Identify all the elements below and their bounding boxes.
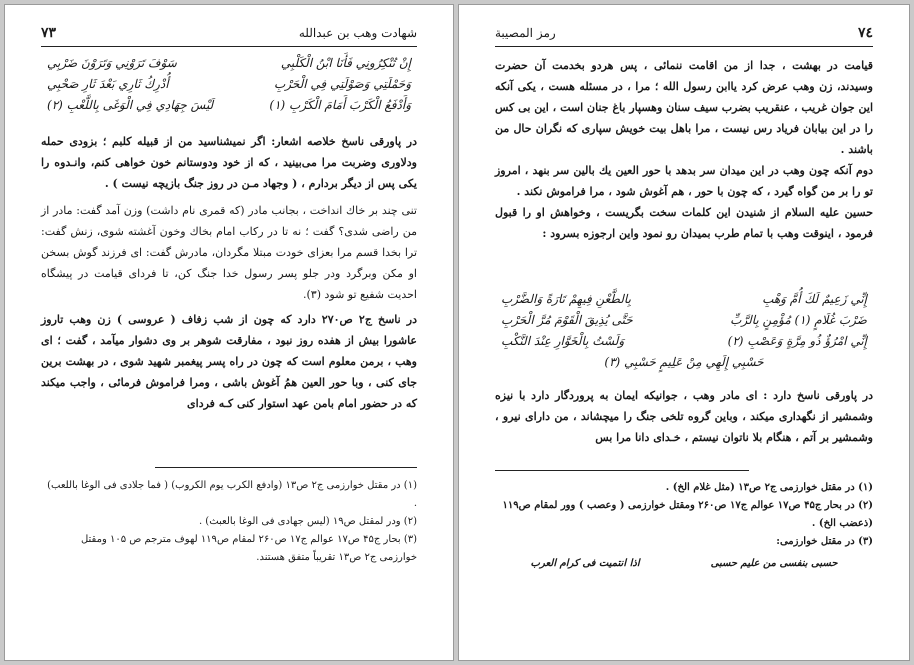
footnote-rule: [155, 467, 417, 468]
verse-hemistich: إِنْ تُنْكِرُونِي فَأَنَا ابْنُ الْكَلْبِي: [280, 56, 411, 70]
footnote: (۱) در مقتل خوارزمی ج۲ ص۱۳ (مثل غلام الخ) .: [665, 482, 873, 493]
verse-line: [41, 97, 417, 114]
verse-hemistich: ضَرْبَ غُلَامٍ (۱) مُؤْمِنٍ بِالرَّبِّ: [730, 313, 867, 327]
paragraph: تنی چند بر خاك انداخت ، بجانب مادر (که قمری نام داشت) وزن آمد گفت: مادر از من راضی شدی؟ گفت ؛ نه تا در رکاب امام بخاك وخون آغشته شوی، زنش گفت: ترا بخدا قسم مرا بعزای خودت مبتلا مگردان، مادرش گفت: ای فرزند گوش بسخن او مکن وبرگرد ودر جلو پسر رسول خدا جنگ کن، تا فردای قیامت در پیشگاه احدیت شفیع تو شود (۳).: [41, 204, 417, 301]
page-header: [495, 23, 873, 43]
footnote-rule: [495, 470, 749, 471]
running-head: شهادت وهب بن عبدالله: [298, 26, 417, 40]
footnote: (۳) بحار ج۴۵ ص۱۷ عوالم ج۱۷ ص۲۶۰ لمقام ص۱۱۹ لهوف مترجم ص ۱۰۵ ومقتل خوارزمی ج۲ ص۱۳ تقریباً متفق هستند.: [80, 534, 417, 563]
footnote-verse: [495, 555, 873, 573]
verse-hemistich: لَيْسَ جِهَادِي فِي الْوَغَى بِاللَّعْبِ (۲): [47, 98, 214, 112]
paragraph: قیامت در بهشت ، جدا از من اقامت ننمائی ، پس هردو بخدمت آن حضرت وسیدند، زن وهب عرض کرد یاابن رسول الله ؛ مرا ، در مسئله هست ، یکی آنکه این جوان غریب ، عنقریب بضرب سیف سنان وهسپار باغ جنان است ، این بی کس را در این بیابان فریاد رس نیست ، مرا باهل بیت خویش سپاری که نگران حال من باشند .: [495, 59, 873, 156]
verse-hemistich: اذا انتمیت فی کرام العرب: [530, 558, 640, 569]
verse-hemistich: وَلَسْتُ بِالْخَوَّارِ عِنْدَ النَّكْبِ: [501, 334, 625, 348]
verse-hemistich: حسبی بنفسی من علیم حسبی: [710, 558, 838, 569]
verse-hemistich: أُدْرِكُ ثَارِي بَعْدَ ثَارِ صَحْبِي: [47, 77, 169, 91]
header-rule: [41, 46, 417, 47]
verse-hemistich: إِنِّي امْرُؤٌ ذُو مِرَّةٍ وَعَصْبِ (۲): [727, 334, 867, 348]
body-text: [495, 55, 873, 244]
verse-hemistich: وَأَدْفَعُ الْكَرْبَ أَمَامَ الْكَرْبِ (۱): [269, 98, 411, 112]
footnote: (۱) در مقتل خوارزمی ج۲ ص۱۳ (وادفع الکرب یوم الکروب) ( فما جلادی فی الوغا باللعب) .: [47, 480, 417, 509]
verse-line: [495, 291, 873, 308]
left-page: [4, 4, 454, 661]
page-number: ۷۳: [41, 25, 57, 41]
verse-hemistich: بِالطَّعْنِ فِيهِمْ تَارَةً وَالضَّرْبِ: [501, 292, 631, 306]
paragraph: در پاورقی ناسخ دارد : ای مادر وهب ، جوانیکه ایمان به پروردگار دارد با نیزه وشمشیر از نگهداری میکند ، وباین گروه تلخی جنگ را میچشاند ، من دارای نیرو ، وشمشیر بر آتم ، هنگام بلا ناتوان نیستم ، خـدای دانا مرا بس: [495, 389, 873, 444]
page-header: [41, 23, 417, 43]
verse-hemistich: سَوْفَ تَرَوْنِي وَتَرَوْنَ ضَرْبِي: [47, 56, 177, 70]
verse-line: [495, 354, 873, 371]
body-text: [41, 131, 417, 414]
verse-hemistich: إِنِّي زَعِيمٌ لَكَ أُمَّ وَهْبِ: [762, 292, 867, 306]
paragraph: در پاورقی ناسخ خلاصه اشعار: اگر نمیشناسید من از قبیله کلبم ؛ بزودی حمله ودلاوری وضربت مرا می‌بینید ، که از خود ودوستانم خون خواهی کنم، وانـدوه را یکی پس از دیگر بردارم ، ( وجهاد مـن در روز جنگ بازیچه نیست ) .: [41, 135, 417, 190]
footnote: (۲) در بحار ج۴۵ ص۱۷ عوالم ج۱۷ ص۲۶۰ ومقتل خوارزمی ( وعصب ) وور لمقام ص۱۱۹ (ذعضب الخ) .: [502, 500, 873, 529]
verse-hemistich: حَسْبِي إِلَهِي مِنْ عَلِيمٍ حَسْبِي (۳): [604, 355, 764, 369]
paragraph: در ناسخ ج۲ ص۲۷۰ دارد که چون از شب زفاف ( عروسی ) زن وهب تاروز عاشورا بیش از هفده روز نبود ، مفارقت شوهر بر وی دشوار میآمد ، گفت ؛ ای وهب ، برمن معلوم است که چون در راه پسر پیغمبر شهید شوی ، در بهشت برین جای کنی ، وبا حور العین همُ آغوش باشی ، ومرا فراموش فرمائی ، واجب میکند که در حضور امام بامن عهد استوار کنی کـه فردای: [41, 313, 417, 410]
header-rule: [495, 46, 873, 47]
footnotes: [41, 477, 417, 567]
paragraph: دوم آنکه چون وهب در این میدان سر بدهد با حور العین یك بالین سر بنهد ، امروز تو را بر من گواه گیرد ، که چون با حور ، هم آغوش شود ، مرا فراموش نکند .: [495, 164, 873, 198]
verse-block: [41, 55, 417, 114]
right-page: [458, 4, 910, 661]
verse-hemistich: حَتَّى يُذِيقَ الْقَوْمَ مُرَّ الْحَرْبِ: [501, 313, 633, 327]
page-number: ۷٤: [857, 25, 873, 41]
verse-line: [495, 333, 873, 350]
body-text: [495, 385, 873, 448]
footnotes: [495, 479, 873, 573]
running-head: رمز المصیبة: [495, 26, 556, 40]
verse-hemistich: وَحَمْلَتِي وَصَوْلَتِي فِي الْحَرْبِ: [273, 77, 411, 91]
verse-line: [41, 55, 417, 72]
verse-line: [41, 76, 417, 93]
verse-line: [495, 312, 873, 329]
footnote: (۲) ودر لمقتل ص۱۹ (لیس جهادی فی الوغا بالعبث) .: [198, 516, 417, 527]
verse-block: [495, 291, 873, 371]
paragraph: حسین علیه السلام از شنیدن این کلمات سخت بگریست ، وخواهش او را قبول فرمود ، اینوقت وهب با تمام طرب بمیدان رو نمود واین ارجوزه بسرود :: [495, 206, 873, 240]
footnote: (۳) در مقتل خوارزمی:: [776, 536, 873, 547]
